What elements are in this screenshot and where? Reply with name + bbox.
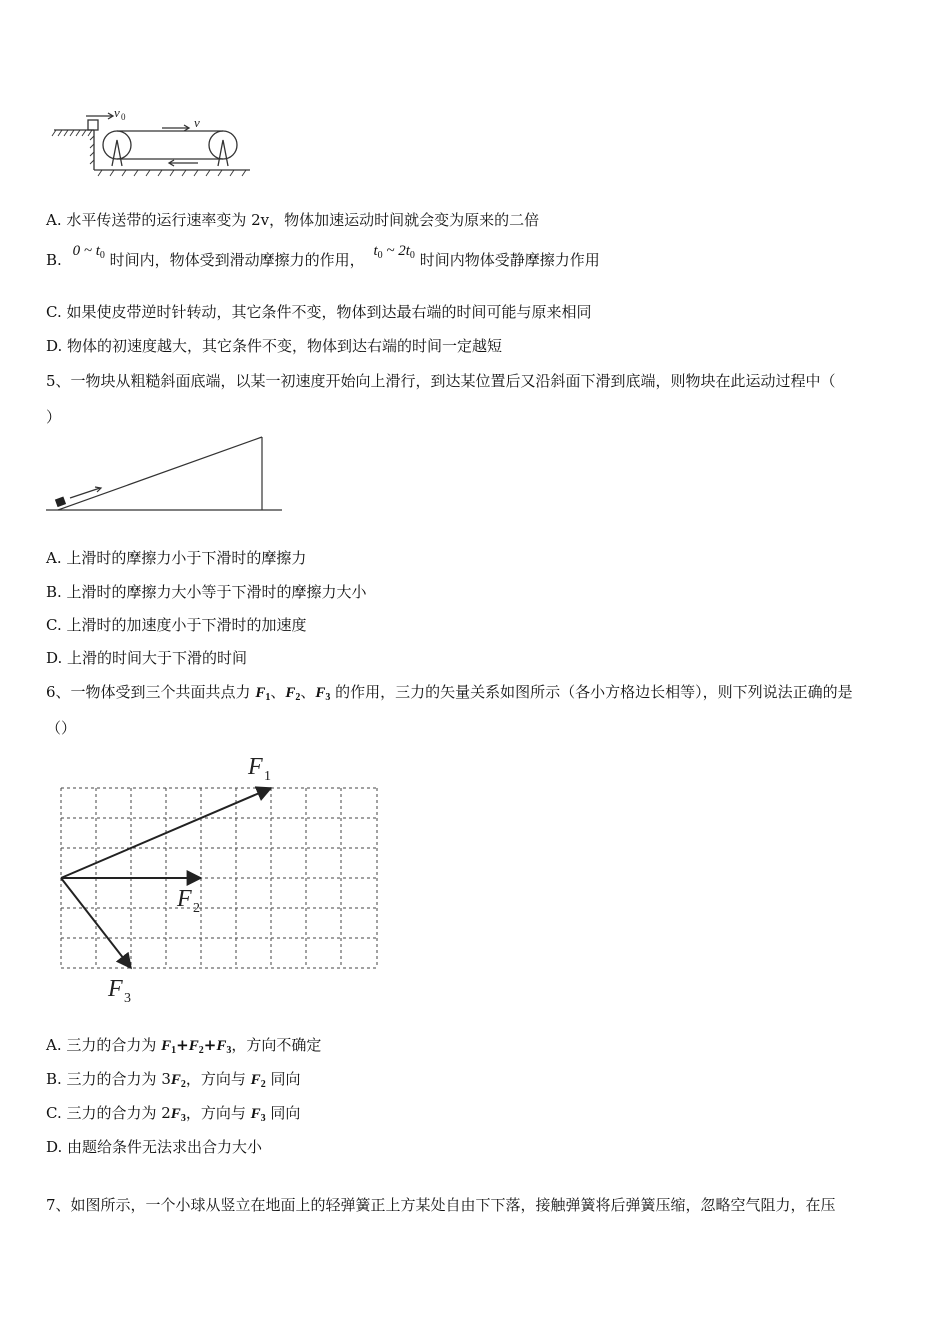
incline-figure [44,434,284,514]
b-f2-dir-sub: 2 [260,1079,266,1090]
math2-sub: 0 [377,250,383,261]
f2-sub: 2 [295,692,301,703]
q6-option-d: D. 由题给条件无法求出合力大小 [46,1138,263,1156]
math1-sub: 0 [99,250,105,261]
f1-sub: 1 [265,692,271,703]
math2-rest: ~ 2t [382,243,410,259]
a-f1-sub: 1 [171,1045,177,1056]
q5-stem-line1: 5、一物块从粗糙斜面底端，以某一初速度开始向上滑行，到达某位置后又沿斜面下滑到底端，则物块在此运动过程中（ [46,372,836,390]
q4-option-b-math1 [73,243,105,259]
q5-option-a: A. 上滑时的摩擦力小于下滑时的摩擦力 [46,549,307,567]
b-f2-dir [251,1072,266,1088]
q6-stem-a: 6、一物体受到三个共面共点力 [46,683,256,701]
c-f3-letter: F [170,1106,181,1122]
f2-fig-sub: 2 [193,901,200,916]
q4-option-b-text2: 时间内物体受静摩擦力作用 [419,251,600,269]
q4-option-c: C. 如果使皮带逆时针转动，其它条件不变，物体到达最右端的时间可能与原来相同 [46,303,592,321]
a-f2 [189,1038,204,1054]
f2-fig-label: F [177,886,192,912]
a-f2-sub: 2 [198,1045,204,1056]
c-f3-dir-sub: 3 [260,1113,266,1124]
v0-label: v [114,105,120,120]
c-f3-sub: 3 [180,1113,186,1124]
a-plus-1: + [176,1036,189,1054]
q6-c-mid: ，方向与 [185,1104,251,1122]
q6-option-c [46,1103,300,1129]
a-plus-2: + [203,1036,217,1054]
q4-option-b-prefix: B. [46,251,62,269]
q4-option-b-math2 [373,243,414,259]
q6-f3 [315,685,330,701]
v-label: v [194,115,200,130]
q5-option-d: D. 上滑的时间大于下滑的时间 [46,649,248,667]
q7-stem-line1: 7、如图所示，一个小球从竖立在地面上的轻弹簧正上方某处自由下下落，接触弹簧将后弹簧压缩，忽略空气阻力，在压 [46,1196,836,1214]
math1-main: 0 ~ t [72,243,100,259]
conveyor-belt-figure [50,100,270,180]
q6-b-mid: ，方向与 [185,1070,251,1088]
q5-option-b: B. 上滑时的摩擦力大小等于下滑时的摩擦力大小 [46,583,367,601]
q6-stem-b: 的作用，三力的矢量关系如图所示（各小方格边长相等），则下列说法正确的是 [330,683,853,701]
force-vector-figure [50,748,390,1008]
b-f2-sub: 2 [180,1079,186,1090]
a-f1 [161,1038,176,1054]
f3-fig-label: F [108,976,123,1002]
q6-c-tail: 同向 [265,1104,301,1122]
q6-f2 [285,685,300,701]
q4-option-b-text1: 时间内，物体受到滑动摩擦力的作用， [109,251,365,269]
q6-option-a [46,1035,321,1061]
sep-2: 、 [300,683,316,701]
q6-stem-line2: （） [46,719,77,737]
f1-letter: F [255,685,266,701]
q6-option-b [46,1069,300,1095]
f1-fig-label: F [248,754,263,780]
b-f2-dir-letter: F [250,1072,261,1088]
q6-a-tail: ，方向不确定 [231,1036,322,1054]
q6-a-text: A. 三力的合力为 [46,1036,162,1054]
sep-1: 、 [270,683,286,701]
a-f1-letter: F [161,1038,172,1054]
q6-f1 [255,685,270,701]
q6-stem-line1 [46,682,853,708]
q5-stem-line2: ） [46,408,62,426]
q4-option-a: A. 水平传送带的运行速率变为 2v，物体加速运动时间就会变为原来的二倍 [46,211,540,229]
a-f3 [216,1038,231,1054]
q6-b-text: B. 三力的合力为 3 [46,1070,171,1088]
a-f3-sub: 3 [226,1045,232,1056]
b-f2 [171,1072,186,1088]
q4-option-d: D. 物体的初速度越大，其它条件不变，物体到达右端的时间一定越短 [46,337,503,355]
math2-sub2: 0 [409,250,415,261]
a-f3-letter: F [216,1038,227,1054]
f3-letter: F [315,685,326,701]
f1-fig-sub: 1 [264,769,271,784]
q6-c-text: C. 三力的合力为 2 [46,1104,171,1122]
a-f2-letter: F [188,1038,199,1054]
math2-main: t [373,243,378,259]
v0-sub: 0 [121,112,126,122]
c-f3-dir-letter: F [250,1106,261,1122]
q4-option-b [46,243,600,276]
f3-sub: 3 [325,692,331,703]
q6-b-tail: 同向 [265,1070,301,1088]
q5-option-c: C. 上滑时的加速度小于下滑时的加速度 [46,616,307,634]
f2-letter: F [285,685,296,701]
c-f3 [171,1106,186,1122]
c-f3-dir [251,1106,266,1122]
f3-fig-sub: 3 [124,991,131,1006]
b-f2-letter: F [170,1072,181,1088]
